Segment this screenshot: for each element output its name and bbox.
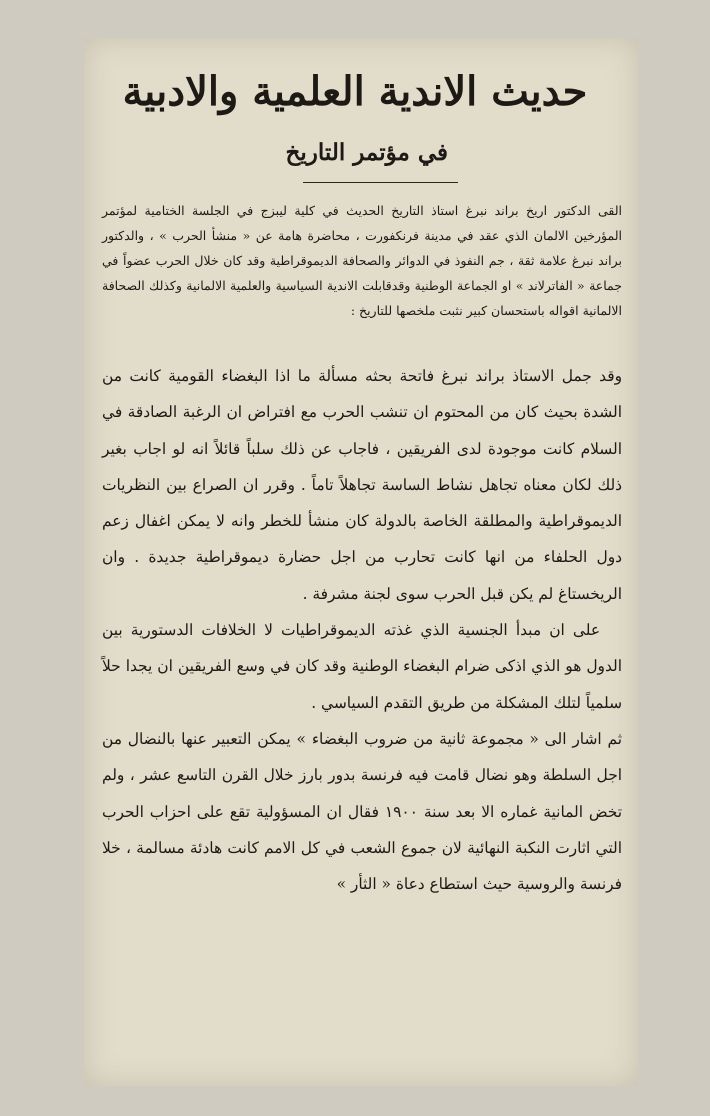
body-paragraph: ثم اشار الى « مجموعة ثانية من ضروب البغضاء » يمكن التعبير عنها بالنضال من اجل السلطة وهو نضال قامت فيه فرنسة بدور بارز خلال القرن التاسع عشر ، ولم تخض المانية غماره الا بعد سنة ١٩٠٠ فقال ان المسؤولية تقع على احزاب الحرب التي اثارت النكبة النهائية لان جموع الشعب في كل الامم كانت هادئة مسالمة ، خلا فرنسة والروسية حيث استطاع دعاة « الثأر » [102, 729, 622, 894]
article-subtitle: في مؤتمر التاريخ [285, 139, 448, 166]
article-intro: القى الدكتور اريخ براند نبرغ استاذ التاريخ الحديث في كلية ليبزج في الجلسة الختامية لمؤتمر المؤرخين الالمان الذي عقد في مدينة فرنكفورت ، محاضرة هامة عن « منشأ الحرب » ، والدكتور براند نبرغ علامة ثقة ، جم النفوذ في الدوائر والصحافة الديموقراطية وقد كان خلال الحرب عضواً في جماعة « الفاترلاند » او الجماعة الوطنية وقدقابلت الاندية السياسية والعلمية الالمانية وكذلك الصحافة الالمانية اقواله باستحسان كبير نثبت ملخصها للتاريخ : [102, 203, 622, 318]
body-paragraph: على ان مبدأ الجنسية الذي غذته الديموقراطيات لا الخلافات الدستورية بين الدول هو الذي اذكى ضرام البغضاء الوطنية وقد كان في وسع الفريقين ان يجدا حلاً سلمياً لتلك المشكلة من طريق التقدم السياسي . [102, 621, 622, 712]
subtitle-rule [303, 182, 458, 183]
body-paragraph: وقد جمل الاستاذ براند نبرغ فاتحة بحثه مسألة ما اذا البغضاء القومية كانت من الشدة بحيث كان من المحتوم ان تنشب الحرب مع افتراض ان الرغبة الصادقة في السلام كانت موجودة لدى الفريقين ، فاجاب عن ذلك سلباً قائلاً انه لو اجاب بغير ذلك لكان معناه تجاهل نشاط الساسة تجاهلاً تاماً . وقرر ان الصراع بين النظريات الديموقراطية والمطلقة الخاصة بالدولة كان منشأ للخطر وانه لا يمكن اغفال زعم دول الحلفاء من انها كانت تحارب من اجل حضارة ديموقراطية جديدة . وان الريخستاغ لم يكن قبل الحرب سوى لجنة مشرفة . [102, 367, 622, 603]
article-title: حديث الاندية العلمية والادبية [122, 68, 588, 115]
magazine-page [84, 38, 638, 1086]
article-body [102, 358, 622, 902]
